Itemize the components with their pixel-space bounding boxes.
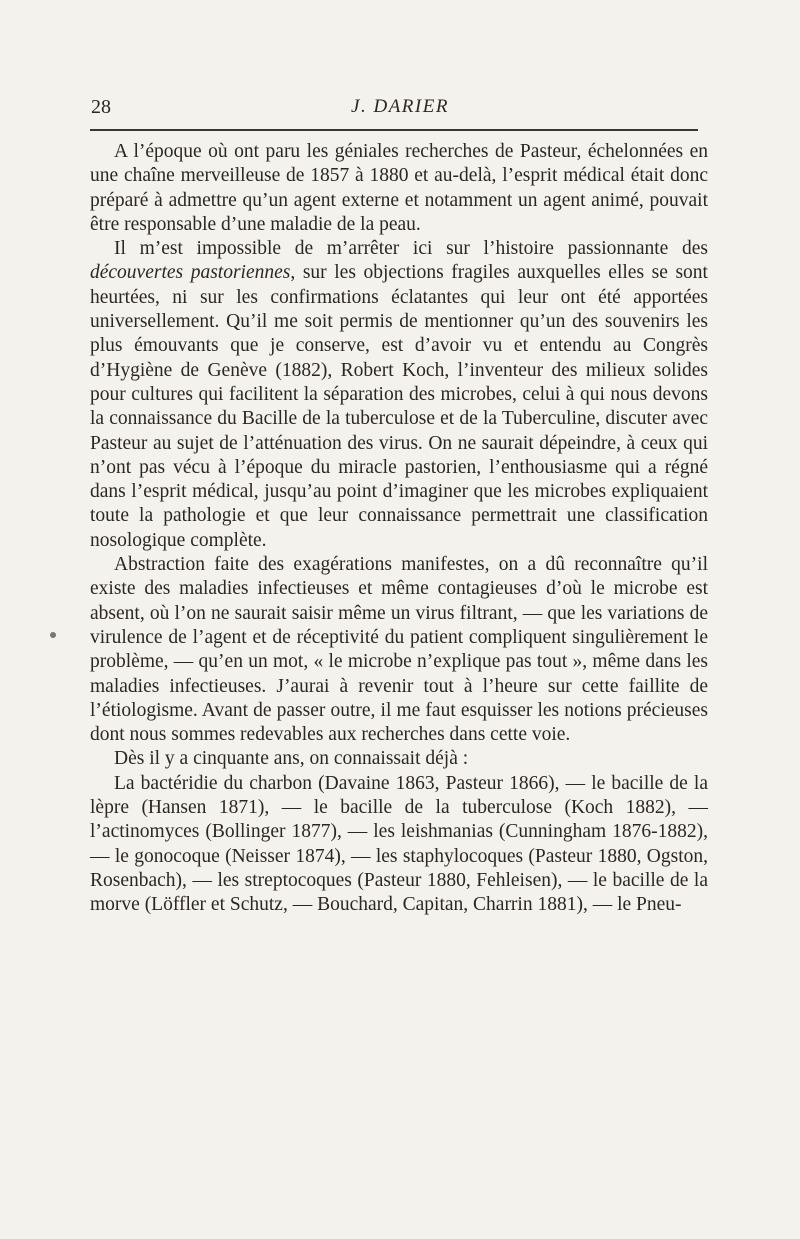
paragraph-4: Dès il y a cinquante ans, on connaissait déjà : <box>114 748 469 770</box>
paragraph-1: A l’époque où ont paru les géniales recherches de Pasteur, échelonnées en une chaîne merveilleuse de 1857 à 1880 et au-delà, l’esprit médical était donc préparé à admettre qu’un agent externe et notamment un agent animé, pouvait être responsable d’une maladie de la peau. <box>90 141 708 235</box>
paragraph-5: La bactéridie du charbon (Davaine 1863, Pasteur 1866), — le bacille de la lèpre (Hansen 1871), — le bacille de la tuberculose (Koch 1882), — l’actinomyces (Bollinger 1877), — les leishmanias (Cunningham 1876-1882), — le gonocoque (Neisser 1874), — les staphylocoques (Pasteur 1880, Ogston, Rosenbach), — les streptocoques (Pasteur 1880, Fehleisen), — le bacille de la morve (Löffler et Schutz, — Bouchard, Capitan, Charrin 1881), — le Pneu- <box>90 772 708 916</box>
running-head: J. DARIER <box>351 96 449 117</box>
body-text <box>90 140 708 918</box>
margin-dot <box>50 632 56 638</box>
header-rule <box>90 129 698 131</box>
paragraph-3: Abstraction faite des exagérations manifestes, on a dû reconnaître qu’il existe des maladies infectieuses et même contagieuses d’où le microbe est absent, où l’on ne saurait saisir même un virus filtrant, — que les variations de virulence de l’agent et de réceptivité du patient compliquent singulièrement le problème, — qu’en un mot, « le microbe n’explique pas tout », même dans les maladies infectieuses. J’aurai à revenir tout à l’heure sur cette faillite de l’étiologisme. Avant de passer outre, il me faut esquisser les notions précieuses dont nous sommes redevables aux recherches dans cette voie. <box>90 554 708 746</box>
paragraph-2 <box>90 237 708 553</box>
page-number: 28 <box>91 96 111 118</box>
paragraph-2-italic: découvertes pastoriennes <box>90 262 291 284</box>
paragraph-2-before: Il m’est impossible de m’arrêter ici sur l’histoire passionnante des <box>114 238 708 260</box>
paragraph-2-after: , sur les objections fragiles auxquelles elles se sont heurtées, ni sur les confirmations éclatantes qui leur ont été apportées universellement. Qu’il me soit permis de mentionner qu’un des souvenirs les plus émouvants que je conserve, est d’avoir vu et entendu au Congrès d’Hygiène de Genève (1882), Robert Koch, l’inventeur des milieux solides pour cultures qui facilitent la séparation des microbes, celui à qui nous devons la connaissance du Bacille de la tuberculose et de la Tuberculine, discuter avec Pasteur au sujet de l’atténuation des virus. On ne saurait dépeindre, à ceux qui n’ont pas vécu à l’époque du miracle pastorien, l’enthousiasme qui a régné dans l’esprit médical, jusqu’au point d’imaginer que les microbes expliquaient toute la pathologie et que leur connaissance permettrait une classification nosologique complète. <box>90 262 708 551</box>
